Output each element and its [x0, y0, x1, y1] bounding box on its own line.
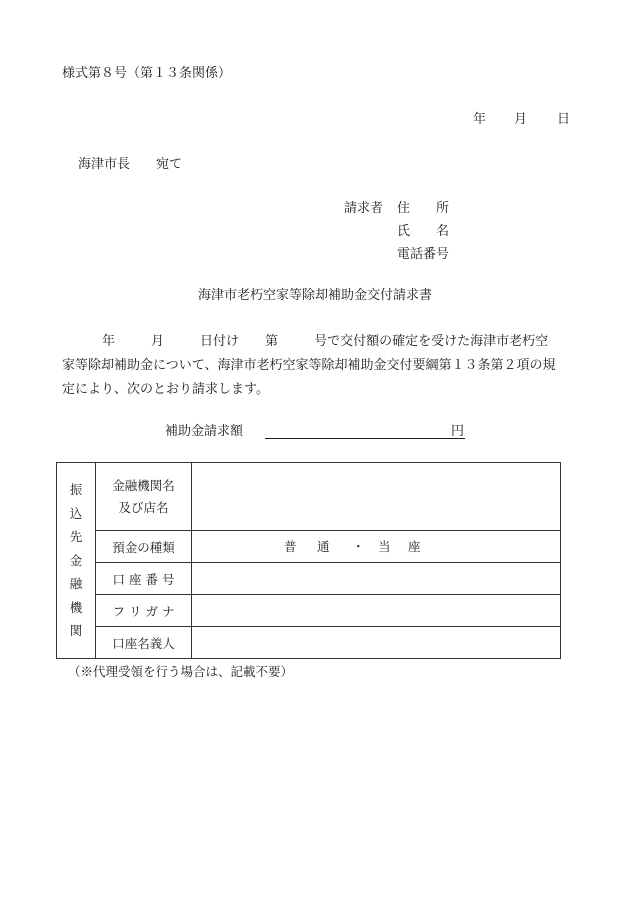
addressee [78, 157, 182, 173]
date-line [473, 112, 570, 128]
request-body [62, 330, 570, 402]
bank-name-label [96, 463, 192, 531]
body-number-prefix: 第 [265, 334, 279, 349]
account-type-options [192, 531, 561, 563]
amount-input-line[interactable] [265, 438, 465, 439]
option-touza-1[interactable]: 当 [378, 538, 391, 554]
body-line-1 [62, 330, 570, 354]
furigana-label: フ リ ガ ナ [96, 595, 192, 627]
amount-unit: 円 [451, 424, 465, 439]
furigana-field[interactable] [192, 595, 561, 627]
body-month: 月 [151, 334, 165, 349]
body-line-1-rest: 号で交付額の確定を受けた海津市老朽空 [314, 334, 549, 349]
bank-side-label [57, 463, 96, 659]
option-separator: ・ [352, 538, 365, 554]
body-line-2: 家等除却補助金について、海津市老朽空家等除却補助金交付要綱第１３条第２項の規 [62, 358, 556, 373]
bank-name-label-line1: 金融機関名 [112, 477, 175, 493]
date-year-label: 年 [473, 112, 487, 127]
body-year: 年 [102, 334, 116, 349]
date-month-label: 月 [514, 112, 528, 127]
form-number: 様式第８号（第１３条関係） [62, 66, 232, 81]
side-char: 先 [69, 529, 83, 545]
side-char: 込 [69, 505, 83, 521]
side-char: 金 [69, 552, 83, 568]
addressee-suffix: 宛て [156, 157, 183, 172]
body-date-suffix: 日付け [200, 334, 240, 349]
body-line-3: 定により、次のとおり請求します。 [62, 382, 269, 397]
requester-label: 請求者 [344, 201, 384, 216]
account-type-label: 預金の種類 [96, 531, 192, 563]
document-title: 海津市老朽空家等除却補助金交付請求書 [197, 288, 432, 303]
amount-label: 補助金請求額 [165, 424, 244, 439]
requester-address-label: 住 所 [397, 201, 450, 216]
side-char: 融 [69, 576, 83, 592]
addressee-name: 海津市長 [78, 157, 131, 172]
bank-name-field[interactable] [192, 463, 561, 531]
account-number-field[interactable] [192, 563, 561, 595]
bank-name-label-line2: 及び店名 [118, 499, 169, 515]
option-futsu-1[interactable]: 普 [284, 538, 297, 554]
option-futsu-2[interactable]: 通 [317, 538, 330, 554]
requester-phone-label: 電話番号 [397, 247, 450, 262]
bank-account-table [56, 462, 561, 659]
side-char: 機 [69, 599, 83, 615]
footnote: （※代理受領を行う場合は、記載不要） [68, 664, 294, 679]
account-holder-label: 口座名義人 [96, 627, 192, 659]
side-char: 関 [69, 623, 83, 639]
date-day-label: 日 [557, 112, 571, 127]
requester-name-label: 氏 名 [397, 224, 450, 239]
account-holder-field[interactable] [192, 627, 561, 659]
side-char: 振 [69, 482, 83, 498]
option-touza-2[interactable]: 座 [408, 538, 421, 554]
account-number-label: 口 座 番 号 [96, 563, 192, 595]
